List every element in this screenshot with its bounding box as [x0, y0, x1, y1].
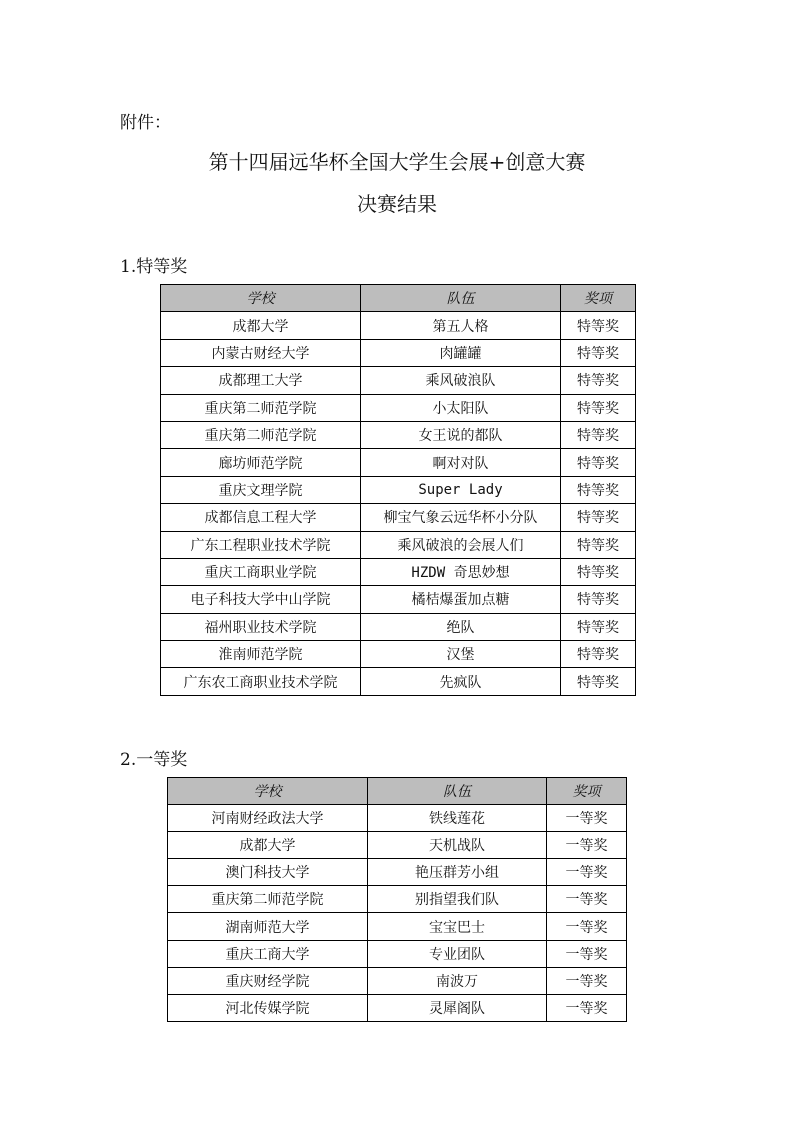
team-cell: 汉堡: [361, 641, 561, 668]
table-row: [161, 394, 636, 421]
table-row: [168, 886, 627, 913]
team-cell: 灵犀阁队: [368, 994, 547, 1021]
team-cell: 专业团队: [368, 940, 547, 967]
award-cell: 一等奖: [547, 967, 627, 994]
team-cell: 别指望我们队: [368, 886, 547, 913]
team-cell: Super Lady: [361, 476, 561, 503]
school-cell: 重庆工商大学: [168, 940, 368, 967]
table-row: [161, 504, 636, 531]
award-cell: 特等奖: [561, 449, 636, 476]
column-header-award: 奖项: [561, 285, 636, 312]
section-heading-first-prize: 2.一等奖: [120, 750, 188, 770]
table-row: [161, 531, 636, 558]
school-cell: 重庆文理学院: [161, 476, 361, 503]
column-header-school: 学校: [168, 778, 368, 805]
award-cell: 一等奖: [547, 913, 627, 940]
award-cell: 一等奖: [547, 886, 627, 913]
table-row: [168, 967, 627, 994]
award-cell: 特等奖: [561, 531, 636, 558]
team-cell: 第五人格: [361, 312, 561, 339]
award-cell: 特等奖: [561, 668, 636, 695]
table-row: [168, 859, 627, 886]
team-cell: 肉罐罐: [361, 339, 561, 366]
team-cell: 啊对对队: [361, 449, 561, 476]
table-row: [161, 668, 636, 695]
school-cell: 广东工程职业技术学院: [161, 531, 361, 558]
school-cell: 重庆第二师范学院: [161, 394, 361, 421]
award-cell: 特等奖: [561, 558, 636, 585]
award-cell: 一等奖: [547, 859, 627, 886]
school-cell: 重庆工商职业学院: [161, 558, 361, 585]
award-cell: 特等奖: [561, 339, 636, 366]
document-title: 第十四届远华杯全国大学生会展+创意大赛: [208, 150, 586, 174]
school-cell: 重庆第二师范学院: [161, 421, 361, 448]
table-row: [161, 586, 636, 613]
school-cell: 内蒙古财经大学: [161, 339, 361, 366]
award-cell: 特等奖: [561, 476, 636, 503]
table-row: [161, 421, 636, 448]
award-cell: 特等奖: [561, 504, 636, 531]
table-row: [161, 613, 636, 640]
team-cell: 绝队: [361, 613, 561, 640]
award-cell: 特等奖: [561, 394, 636, 421]
section-heading-special-prize: 1.特等奖: [120, 257, 188, 277]
school-cell: 重庆财经学院: [168, 967, 368, 994]
team-cell: 先疯队: [361, 668, 561, 695]
award-cell: 特等奖: [561, 613, 636, 640]
team-cell: HZDW 奇思妙想: [361, 558, 561, 585]
school-cell: 电子科技大学中山学院: [161, 586, 361, 613]
school-cell: 河南财经政法大学: [168, 805, 368, 832]
school-cell: 重庆第二师范学院: [168, 886, 368, 913]
award-cell: 一等奖: [547, 994, 627, 1021]
column-header-team: 队伍: [361, 285, 561, 312]
team-cell: 宝宝巴士: [368, 913, 547, 940]
school-cell: 廊坊师范学院: [161, 449, 361, 476]
school-cell: 福州职业技术学院: [161, 613, 361, 640]
school-cell: 淮南师范学院: [161, 641, 361, 668]
document-subtitle: 决赛结果: [357, 192, 437, 216]
school-cell: 成都信息工程大学: [161, 504, 361, 531]
table-row: [168, 913, 627, 940]
annex-label: 附件：: [120, 113, 171, 133]
school-cell: 澳门科技大学: [168, 859, 368, 886]
team-cell: 艳压群芳小组: [368, 859, 547, 886]
table-row: [168, 994, 627, 1021]
first-prize-table: [167, 777, 627, 1022]
school-cell: 成都理工大学: [161, 367, 361, 394]
column-header-award: 奖项: [547, 778, 627, 805]
table-row: [168, 805, 627, 832]
team-cell: 橘桔爆蛋加点糖: [361, 586, 561, 613]
team-cell: 乘风破浪的会展人们: [361, 531, 561, 558]
school-cell: 广东农工商职业技术学院: [161, 668, 361, 695]
table-row: [161, 312, 636, 339]
award-cell: 特等奖: [561, 641, 636, 668]
award-cell: 特等奖: [561, 421, 636, 448]
school-cell: 河北传媒学院: [168, 994, 368, 1021]
team-cell: 天机战队: [368, 832, 547, 859]
table-row: [161, 339, 636, 366]
award-cell: 特等奖: [561, 586, 636, 613]
award-cell: 特等奖: [561, 367, 636, 394]
table-row: [161, 641, 636, 668]
team-cell: 女王说的都队: [361, 421, 561, 448]
table-header-row: [168, 778, 627, 805]
team-cell: 乘风破浪队: [361, 367, 561, 394]
table-header-row: [161, 285, 636, 312]
table-row: [168, 940, 627, 967]
team-cell: 南波万: [368, 967, 547, 994]
school-cell: 成都大学: [168, 832, 368, 859]
table-row: [161, 449, 636, 476]
award-cell: 一等奖: [547, 832, 627, 859]
school-cell: 成都大学: [161, 312, 361, 339]
award-cell: 特等奖: [561, 312, 636, 339]
special-prize-table: [160, 284, 636, 696]
table-row: [168, 832, 627, 859]
award-cell: 一等奖: [547, 805, 627, 832]
table-row: [161, 367, 636, 394]
column-header-school: 学校: [161, 285, 361, 312]
school-cell: 湖南师范大学: [168, 913, 368, 940]
table-row: [161, 558, 636, 585]
award-cell: 一等奖: [547, 940, 627, 967]
team-cell: 柳宝气象云远华杯小分队: [361, 504, 561, 531]
column-header-team: 队伍: [368, 778, 547, 805]
team-cell: 铁线莲花: [368, 805, 547, 832]
table-row: [161, 476, 636, 503]
team-cell: 小太阳队: [361, 394, 561, 421]
